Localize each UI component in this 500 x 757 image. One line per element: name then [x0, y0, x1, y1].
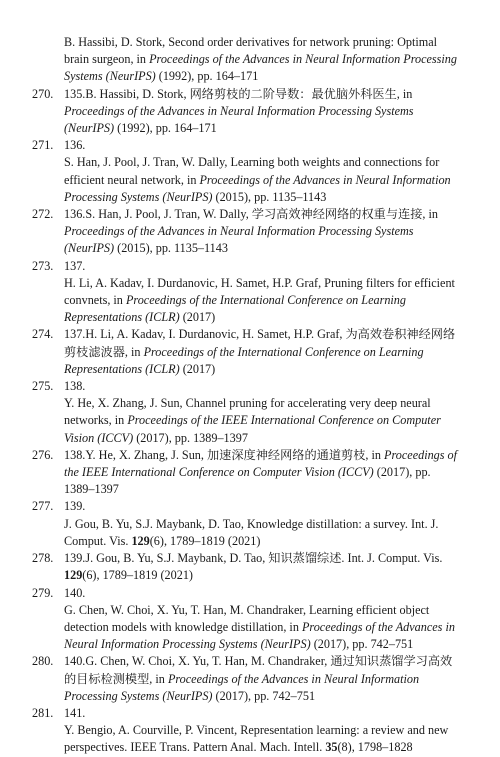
entry-tail: (2017), pp. 1389–1397	[133, 430, 248, 445]
entry-body	[64, 395, 464, 447]
entry-body	[64, 447, 464, 499]
reference-entry	[32, 585, 464, 654]
entry-text: Y. Bengio, A. Courville, P. Vincent, Representation learning: a review and new perspectives. IEEE Trans. Pattern Anal. Mach. Intell.	[64, 723, 449, 755]
entry-venue: Proceedings of the Advances in Neural Information Processing Systems (NeurIPS)	[64, 671, 420, 703]
entry-text: G. Chen, W. Choi, X. Yu, T. Han, M. Chandraker, Learning efficient object detection models with knowledge distillation, in	[64, 602, 430, 634]
entry-venue: Proceedings of the Advances in Neural Information Processing Systems (NeurIPS)	[64, 52, 457, 84]
entry-lead: 141.	[64, 705, 86, 720]
entry-text: 140.G. Chen, W. Choi, X. Yu, T. Han, M. Chandraker, 通过知识蒸馏学习高效的目标检测模型, in	[64, 654, 453, 686]
entry-volume: 129	[131, 533, 150, 548]
entry-number: 274.	[32, 327, 54, 342]
entry-number: 278.	[32, 551, 54, 566]
entry-text: 137.H. Li, A. Kadav, I. Durdanovic, H. Samet, H.P. Graf, 为高效卷积神经网络剪枝滤波器, in	[64, 327, 456, 359]
entry-text: B. Hassibi, D. Stork, Second order derivatives for network pruning: Optimal brain surgeon, in	[64, 35, 438, 67]
entry-lead: 140.	[64, 585, 86, 600]
entry-tail: (2017), pp. 1389–1397	[64, 465, 431, 497]
entry-body	[64, 86, 464, 138]
reference-entry	[32, 498, 464, 550]
entry-venue: Proceedings of the Advances in Neural Information Processing Systems (NeurIPS)	[64, 619, 455, 652]
entry-body	[64, 516, 464, 550]
entry-number: 281.	[32, 705, 54, 720]
entry-venue: Proceedings of the International Conference on Learning Representations (ICLR)	[64, 293, 406, 325]
entry-text: Y. He, X. Zhang, J. Sun, Channel pruning for accelerating very deep neural networks, in	[64, 396, 431, 428]
reference-entry	[32, 447, 464, 499]
entry-tail: (2017), pp. 742–751	[212, 688, 316, 703]
reference-entry	[32, 326, 464, 378]
entry-volume: 35	[325, 740, 338, 755]
entry-venue: Proceedings of the IEEE International Conference on Computer Vision (ICCV)	[64, 447, 458, 480]
reference-entry	[32, 34, 464, 86]
entry-venue: Proceedings of the International Conference on Learning Representations (ICLR)	[64, 344, 424, 376]
reference-entry	[32, 705, 464, 757]
entry-venue: Proceedings of the Advances in Neural Information Processing Systems (NeurIPS)	[64, 224, 414, 256]
entry-text: 135.B. Hassibi, D. Stork, 网络剪枝的二阶导数：最优脑外科医生, in	[64, 86, 413, 101]
reference-entry	[32, 258, 464, 327]
entry-tail: (6), 1789–1819 (2021)	[149, 533, 261, 548]
entry-tail: (2017), pp. 742–751	[310, 637, 414, 652]
reference-entry	[32, 550, 464, 584]
entry-tail: (8), 1798–1828	[337, 740, 413, 755]
entry-body	[64, 34, 464, 86]
entry-body	[64, 602, 464, 654]
entry-body	[64, 653, 464, 705]
entry-tail: (2017)	[179, 361, 216, 376]
entry-lead: 136.	[64, 138, 86, 153]
entry-lead: 137.	[64, 258, 86, 273]
entry-text: 136.S. Han, J. Pool, J. Tran, W. Dally, 学习高效神经网络的权重与连接, in	[64, 207, 439, 222]
reference-entry	[32, 137, 464, 206]
entry-venue: Proceedings of the Advances in Neural Information Processing Systems (NeurIPS)	[64, 172, 451, 204]
entry-text: S. Han, J. Pool, J. Tran, W. Dally, Learning both weights and connections for efficient neural network, in	[64, 155, 440, 187]
entry-tail: (2015), pp. 1135–1143	[114, 241, 228, 256]
reference-entry	[32, 653, 464, 705]
entry-tail: (1992), pp. 164–171	[114, 121, 217, 136]
entry-text: H. Li, A. Kadav, I. Durdanovic, H. Samet, H.P. Graf, Pruning filters for efficient convnets, in	[64, 275, 455, 308]
entry-number: 275.	[32, 379, 54, 394]
reference-list	[32, 34, 464, 757]
entry-tail: (2017)	[179, 310, 216, 325]
entry-number: 272.	[32, 207, 54, 222]
entry-body	[64, 206, 464, 258]
entry-number: 280.	[32, 654, 54, 669]
entry-number: 277.	[32, 499, 54, 514]
entry-text: J. Gou, B. Yu, S.J. Maybank, D. Tao, Knowledge distillation: a survey. Int. J. Comput. Vis.	[64, 516, 439, 548]
entry-tail: (6), 1789–1819 (2021)	[82, 568, 193, 583]
entry-body	[64, 326, 464, 378]
entry-venue: Proceedings of the IEEE International Conference on Computer Vision (ICCV)	[64, 413, 441, 445]
entry-venue: Proceedings of the Advances in Neural Information Processing Systems (NeurIPS)	[64, 103, 414, 136]
entry-volume: 129	[64, 568, 83, 583]
reference-entry	[32, 86, 464, 138]
entry-lead: 139.	[64, 499, 86, 514]
entry-body	[64, 275, 464, 327]
entry-text: 139.J. Gou, B. Yu, S.J. Maybank, D. Tao, 知识蒸馏综述. Int. J. Comput. Vis.	[64, 551, 443, 566]
entry-number: 273.	[32, 258, 54, 273]
entry-text: 138.Y. He, X. Zhang, J. Sun, 加速深度神经网络的通道剪枝, in	[64, 447, 385, 462]
reference-entry	[32, 378, 464, 447]
entry-number: 279.	[32, 585, 54, 600]
entry-lead: 138.	[64, 379, 86, 394]
entry-tail: (1992), pp. 164–171	[155, 69, 259, 84]
entry-number: 270.	[32, 86, 54, 101]
entry-body	[64, 550, 464, 584]
entry-number: 276.	[32, 447, 54, 462]
entry-body	[64, 722, 464, 756]
entry-body	[64, 154, 464, 206]
reference-entry	[32, 206, 464, 258]
entry-tail: (2015), pp. 1135–1143	[212, 189, 327, 204]
entry-number: 271.	[32, 138, 54, 153]
